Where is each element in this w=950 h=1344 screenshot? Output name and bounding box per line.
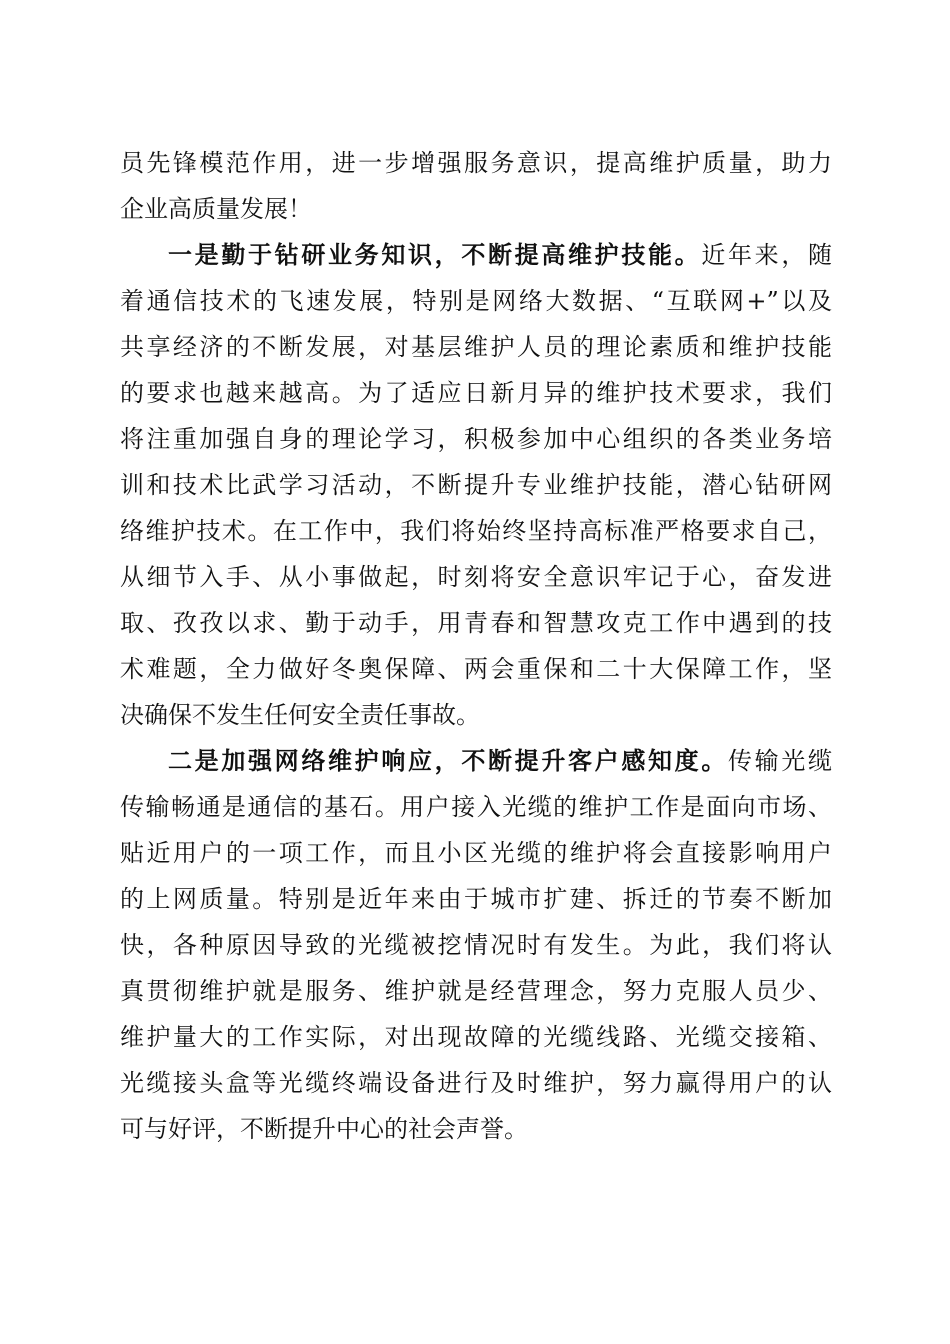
- text-line: 将注重加强自身的理论学习，积极参加中心组织的各类业务培: [120, 425, 832, 453]
- paragraph-heading: 一是勤于钻研业务知识，不断提高维护技能。: [168, 241, 702, 269]
- text-line: 员先锋模范作用，进一步增强服务意识，提高维护质量，助力: [120, 149, 832, 177]
- text-line: 维护量大的工作实际，对出现故障的光缆线路、光缆交接箱、: [120, 1023, 832, 1051]
- text-line: 可与好评，不断提升中心的社会声誉。: [120, 1115, 528, 1143]
- text-line: 术难题，全力做好冬奥保障、两会重保和二十大保障工作，坚: [120, 655, 832, 683]
- text-line: 决确保不发生任何安全责任事故。: [120, 701, 480, 729]
- text-line: 贴近用户的一项工作，而且小区光缆的维护将会直接影响用户: [120, 839, 832, 867]
- text-line: 传输畅通是通信的基石。用户接入光缆的维护工作是面向市场、: [120, 793, 832, 821]
- text-line: 的要求也越来越高。为了适应日新月异的维护技术要求，我们: [120, 379, 832, 407]
- text-line: 着通信技术的飞速发展，特别是网络大数据、“互联网+”以及: [120, 287, 832, 315]
- text-line-lead: [120, 232, 832, 278]
- text-line: 取、孜孜以求、勤于动手，用青春和智慧攻克工作中遇到的技: [120, 609, 832, 637]
- text-line-lead: [120, 738, 832, 784]
- text-line: 光缆接头盒等光缆终端设备进行及时维护，努力赢得用户的认: [120, 1069, 832, 1097]
- paragraph-intro: [120, 140, 832, 232]
- text-line: 络维护技术。在工作中，我们将始终坚持高标准严格要求自己，: [120, 517, 832, 545]
- paragraph-point-one: [120, 232, 832, 738]
- text-line: 训和技术比武学习活动，不断提升专业维护技能，潜心钻研网: [120, 471, 832, 499]
- text-line: 的上网质量。特别是近年来由于城市扩建、拆迁的节奏不断加: [120, 885, 832, 913]
- text-line: 快，各种原因导致的光缆被挖情况时有发生。为此，我们将认: [120, 931, 832, 959]
- text-run: 传输光缆: [728, 747, 832, 775]
- text-line: 企业高质量发展！: [120, 195, 312, 223]
- paragraph-point-two: [120, 738, 832, 1152]
- document-body: [120, 140, 832, 1152]
- text-run: 近年来，随: [701, 241, 832, 269]
- paragraph-heading: 二是加强网络维护响应，不断提升客户感知度。: [168, 747, 728, 775]
- text-line: 共享经济的不断发展，对基层维护人员的理论素质和维护技能: [120, 333, 832, 361]
- text-line: 真贯彻维护就是服务、维护就是经营理念，努力克服人员少、: [120, 977, 832, 1005]
- text-line: 从细节入手、从小事做起，时刻将安全意识牢记于心，奋发进: [120, 563, 832, 591]
